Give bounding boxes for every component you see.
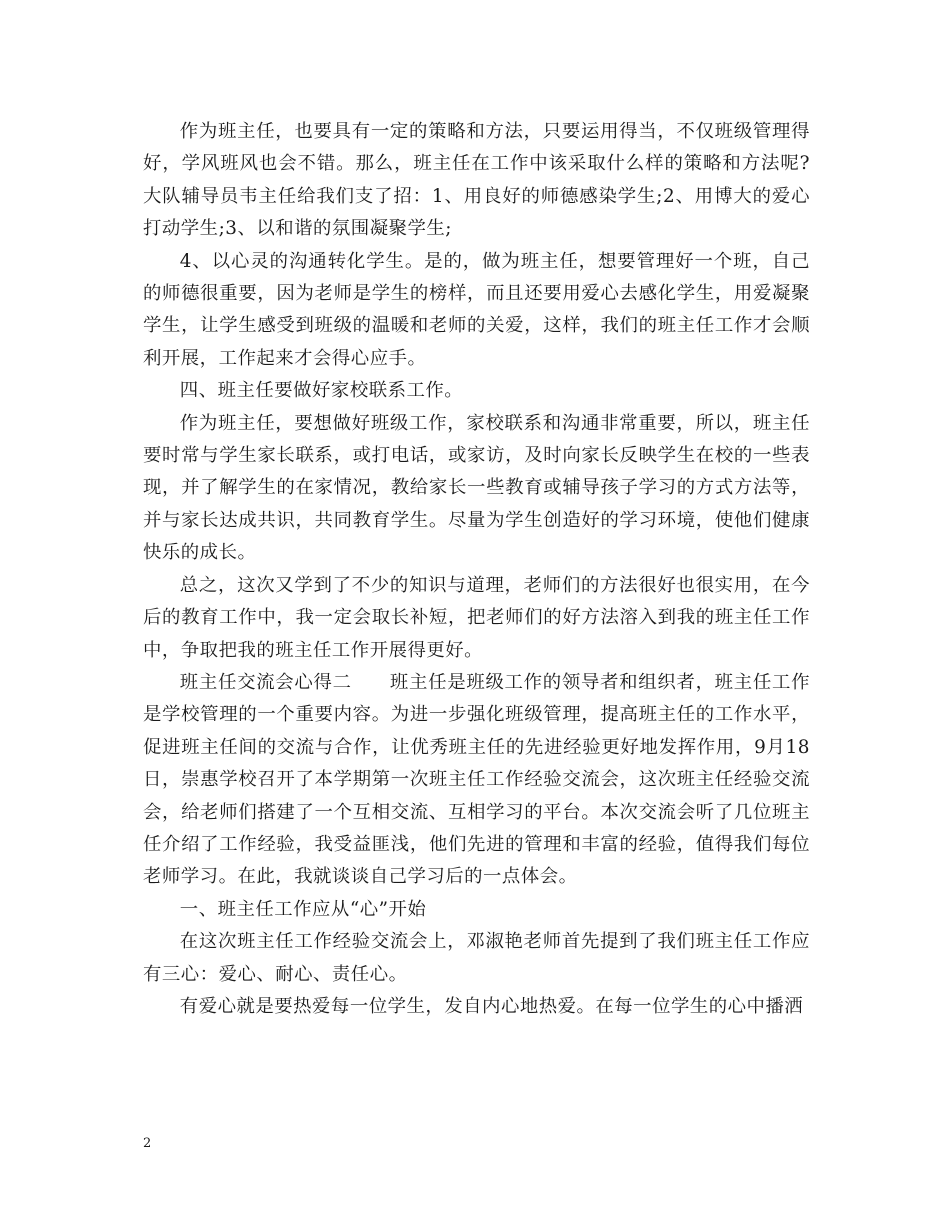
section-heading: 四、班主任要做好家校联系工作。 — [179, 380, 464, 402]
paragraph: 班主任交流会心得二 班主任是班级工作的领导者和组织者，班主任工作是学校管理的一个重要内容。为进一步强化班级管理，提高班主任的工作水平，促进班主任间的交流与合作，让优秀班主任的先进经验更好地发挥作用，9月18日，崇惠学校召开了本学期第一次班主任工作经验交流会，这次班主任经验交流会，给老师们搭建了一个互相交流、互相学习的平台。本次交流会听了几位班主任介绍了工作经验，我受益匪浅，他们先进的管理和丰富的经验，值得我们每位老师学习。在此，我就谈谈自己学习后的一点体会。 — [143, 671, 810, 888]
document-body — [143, 116, 810, 1023]
paragraph: 作为班主任，要想做好班级工作，家校联系和沟通非常重要，所以，班主任要时常与学生家长联系，或打电话，或家访，及时向家长反映学生在校的一些表现，并了解学生的在家情况，教给家长一些教育或辅导孩子学习的方式方法等，并与家长达成共识，共同教育学生。尽量为学生创造好的学习环境，使他们健康快乐的成长。 — [143, 412, 810, 564]
paragraph: 4、以心灵的沟通转化学生。是的，做为班主任，想要管理好一个班，自己的师德很重要，因为老师是学生的榜样，而且还要用爱心去感化学生，用爱凝聚学生，让学生感受到班级的温暖和老师的关爱，这样，我们的班主任工作才会顺利开展，工作起来才会得心应手。 — [143, 250, 810, 369]
page-number: 2 — [143, 1136, 152, 1151]
paragraph: 有爱心就是要热爱每一位学生，发自内心地热爱。在每一位学生的心中播洒 — [179, 995, 804, 1017]
paragraph: 总之，这次又学到了不少的知识与道理，老师们的方法很好也很实用，在今后的教育工作中，我一定会取长补短，把老师们的好方法溶入到我的班主任工作中，争取把我的班主任工作开展得更好。 — [143, 574, 810, 661]
section-heading: 一、班主任工作应从“心”开始 — [179, 898, 427, 920]
paragraph: 在这次班主任工作经验交流会上，邓淑艳老师首先提到了我们班主任工作应有三心：爱心、耐心、责任心。 — [143, 931, 810, 985]
paragraph: 作为班主任，也要具有一定的策略和方法，只要运用得当，不仅班级管理得好，学风班风也会不错。那么，班主任在工作中该采取什么样的策略和方法呢?大队辅导员韦主任给我们支了招：1、用良好的师德感染学生;2、用博大的爱心打动学生;3、以和谐的氛围凝聚学生; — [143, 121, 810, 240]
